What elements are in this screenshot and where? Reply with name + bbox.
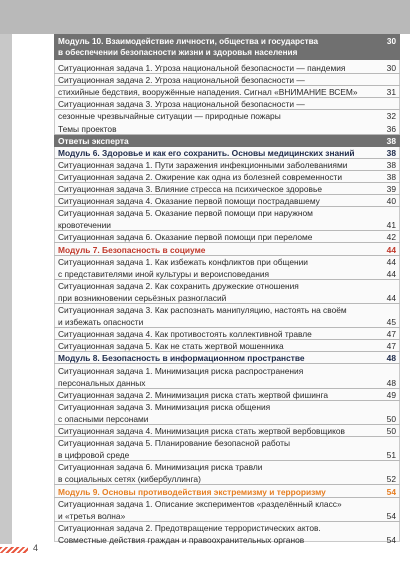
- toc-entry-text: Ситуационная задача 3. Влияние стресса на психическое здоровье: [58, 184, 322, 194]
- toc-entry: [54, 365, 400, 377]
- toc-entry: [54, 522, 400, 534]
- toc-entry-page: 52: [386, 474, 396, 485]
- toc-entry: [54, 123, 400, 135]
- page-number: 4: [33, 543, 39, 553]
- toc-entry-page: 31: [386, 87, 396, 98]
- toc-entry: [54, 425, 400, 437]
- toc-entry: [54, 268, 400, 280]
- toc-entry-text: Ответы эксперта: [58, 135, 129, 146]
- toc-entry: [54, 62, 400, 74]
- toc-entry: [54, 340, 400, 352]
- toc-entry-text: кровотечении: [58, 220, 111, 231]
- toc-entry: [54, 183, 400, 195]
- toc-entry-text: с опасными персонами: [58, 413, 149, 424]
- toc-entry-page: 38: [386, 159, 396, 170]
- toc-entry-text: Ситуационная задача 3. Как распознать манипуляцию, настоять на своём: [58, 305, 347, 315]
- toc-entry-text: Ситуационная задача 3. Минимизация риска общения: [58, 401, 271, 412]
- toc-entry-page: 51: [386, 450, 396, 461]
- toc-section-header: [54, 244, 400, 256]
- toc-entry: [54, 280, 400, 292]
- toc-entry-page: 44: [386, 292, 396, 303]
- toc-entry: [54, 86, 400, 98]
- toc-entry-page: 47: [386, 341, 396, 352]
- toc-entry-text: Ситуационная задача 1. Пути заражения инфекционными заболеваниями: [58, 159, 348, 170]
- toc-entry: [54, 292, 400, 304]
- toc-entry: [54, 377, 400, 389]
- toc-entry: [54, 461, 400, 473]
- toc-entry: [54, 304, 400, 316]
- toc-entry-text: Темы проектов: [58, 123, 117, 134]
- toc-entry-text: Ситуационная задача 5. Как не стать жертвой мошенника: [58, 341, 284, 352]
- toc-entry-text: Ситуационная задача 4. Оказание первой помощи пострадавшему: [58, 196, 320, 207]
- toc-entry-page: 40: [386, 196, 396, 207]
- toc-entry: [54, 413, 400, 425]
- toc-entry: [54, 195, 400, 207]
- toc-entry-text: Модуль 9. Основы противодействия экстремизму и терроризму: [58, 486, 326, 497]
- toc-entry: [54, 219, 400, 231]
- module-10-title-line2: в обеспечении безопасности жизни и здоровья населения: [58, 48, 298, 57]
- toc-entry-page: 54: [386, 486, 396, 497]
- toc-entry-page: 42: [386, 232, 396, 243]
- toc-entry-page: 38: [386, 171, 396, 182]
- toc-entry-page: 47: [386, 329, 396, 340]
- toc-entry-page: 54: [386, 510, 396, 521]
- toc-entry-text: Ситуационная задача 2. Ожирение как одна из болезней современности: [58, 171, 343, 182]
- toc-section-header: [54, 486, 400, 498]
- toc-entry-text: Ситуационная задача 6. Оказание первой помощи при переломе: [58, 232, 313, 243]
- toc-section-header: [54, 135, 400, 147]
- toc-entry-page: 44: [386, 244, 396, 255]
- toc-entry-text: Ситуационная задача 3. Угроза национальной безопасности —: [58, 99, 305, 110]
- left-background-band: [0, 34, 12, 544]
- toc-entry-text: Ситуационная задача 2. Как сохранить дружеские отношения: [58, 280, 299, 291]
- toc-entry-page: 30: [386, 63, 396, 73]
- toc-entry: [54, 159, 400, 171]
- toc-entry-text: с представителями иной культуры и вероисповедания: [58, 268, 270, 279]
- toc-entry-text: Ситуационная задача 5. Оказание первой помощи при наружном: [58, 208, 313, 219]
- toc-entry-text: и «третья волна»: [58, 510, 126, 521]
- toc-entry-text: в социальных сетях (кибербуллинга): [58, 474, 201, 485]
- toc-entry: [54, 449, 400, 461]
- toc-entry-text: Ситуационная задача 2. Предотвращение террористических актов.: [58, 522, 321, 533]
- toc-entry: [54, 401, 400, 413]
- toc-entry: [54, 171, 400, 183]
- toc-entry-page: 48: [386, 353, 396, 364]
- toc-entry-page: 41: [386, 220, 396, 231]
- toc-entry: [54, 473, 400, 485]
- toc-entry-text: Модуль 8. Безопасность в информационном пространстве: [58, 353, 305, 364]
- toc-entry-page: 45: [386, 317, 396, 328]
- toc-entry: [54, 231, 400, 243]
- toc-entry-text: Ситуационная задача 2. Угроза национальной безопасности —: [58, 75, 305, 86]
- toc-entry: [54, 316, 400, 328]
- toc-entry-text: Ситуационная задача 2. Минимизация риска стать жертвой фишинга: [58, 389, 329, 400]
- toc-entry-page: 48: [386, 377, 396, 388]
- toc-entry-page: 44: [386, 268, 396, 279]
- toc-entry-page: 49: [386, 389, 396, 400]
- toc-section-header: [54, 352, 400, 364]
- toc-entry: [54, 74, 400, 86]
- toc-entry-text: при возникновении серьёзных разногласий: [58, 292, 227, 303]
- toc-entry-page: 38: [386, 147, 396, 158]
- toc-entry-page: 36: [386, 123, 396, 134]
- toc-entry-text: стихийные бедствия, вооружённые нападения. Сигнал «ВНИМАНИЕ ВСЕМ»: [58, 87, 358, 98]
- toc-section-header: [54, 147, 400, 159]
- toc-entry: [54, 389, 400, 401]
- toc-entry-text: Ситуационная задача 1. Как избежать конфликтов при общении: [58, 256, 308, 267]
- toc-entry-text: Ситуационная задача 4. Минимизация риска стать жертвой вербовщиков: [58, 426, 345, 436]
- toc-entry-text: Модуль 6. Здоровье и как его сохранить. Основы медицинских знаний: [58, 147, 355, 158]
- toc-entry: [54, 207, 400, 219]
- toc-entry-text: персональных данных: [58, 377, 146, 388]
- top-background-band: [0, 0, 410, 34]
- toc-entry-text: сезонные чрезвычайные ситуации — природные пожары: [58, 111, 281, 122]
- toc-entry-page: 38: [386, 135, 396, 146]
- toc-entry-page: 54: [386, 534, 396, 545]
- toc-entry-text: Ситуационная задача 1. Угроза национальной безопасности — пандемия: [58, 63, 346, 73]
- toc-entry: [54, 98, 400, 110]
- toc-entry-text: Ситуационная задача 6. Минимизация риска травли: [58, 462, 263, 473]
- toc-entry-text: Модуль 7. Безопасность в социуме: [58, 244, 206, 255]
- toc-entry-page: 39: [386, 184, 396, 194]
- toc-entry-text: Ситуационная задача 1. Минимизация риска распространения: [58, 365, 304, 376]
- toc-entry: [54, 437, 400, 449]
- toc-entry-page: 50: [386, 426, 396, 436]
- toc-entry-text: в цифровой среде: [58, 450, 130, 461]
- toc-entry: [54, 110, 400, 122]
- toc-entry: [54, 498, 400, 510]
- module-10-header: [54, 34, 400, 60]
- module-10-title-line1: Модуль 10. Взаимодействие личности, общества и государства: [58, 37, 319, 46]
- toc-entry-page: 50: [386, 413, 396, 424]
- toc-entry: [54, 328, 400, 340]
- toc-entry-text: и избежать опасности: [58, 317, 144, 328]
- toc-entry-text: Совместные действия граждан и правоохранительных органов: [58, 534, 305, 545]
- module-10-page: 30: [386, 37, 396, 46]
- toc-entry: [54, 256, 400, 268]
- toc-entry-page: 44: [386, 256, 396, 267]
- toc-entry-page: 32: [386, 111, 396, 122]
- toc-entry-text: Ситуационная задача 5. Планирование безопасной работы: [58, 438, 290, 449]
- toc-entry: [54, 534, 400, 546]
- toc-entry: [54, 510, 400, 522]
- toc-entry-text: Ситуационная задача 4. Как противостоять коллективной травле: [58, 329, 312, 340]
- decorative-stripes: [0, 547, 28, 553]
- toc-entry-text: Ситуационная задача 1. Описание экспериментов «разделённый класс»: [58, 498, 342, 509]
